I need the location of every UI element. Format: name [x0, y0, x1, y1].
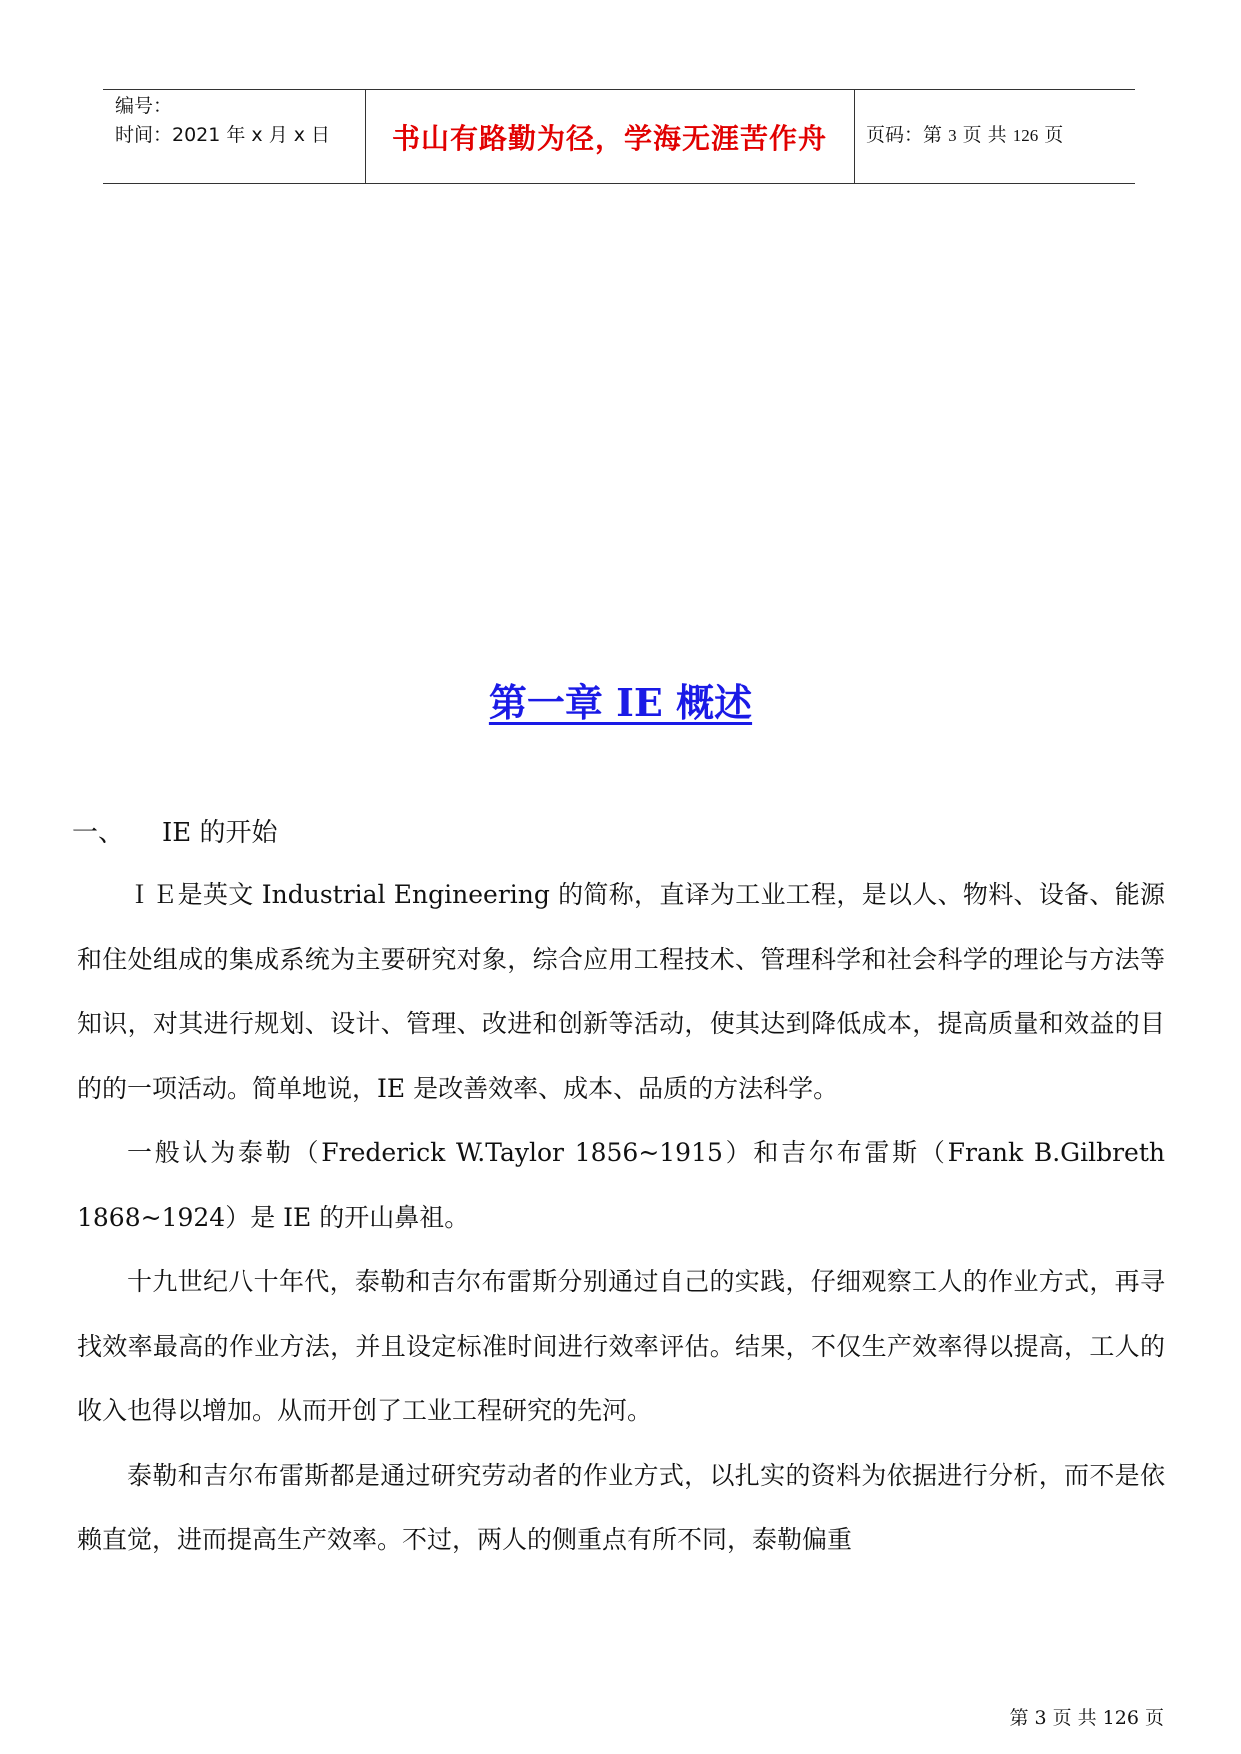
page-current: 3	[948, 126, 957, 145]
section-heading	[72, 812, 278, 849]
header-meta	[115, 92, 360, 150]
page-footer: 第 3 页 共 126 页	[1009, 1707, 1164, 1729]
page-mid: 页 共	[962, 124, 1007, 146]
paragraph: 泰勒和吉尔布雷斯都是通过研究劳动者的作业方式，以扎实的资料为依据进行分析，而不是依赖直觉，进而提高生产效率。不过，两人的侧重点有所不同，泰勒偏重	[77, 1460, 1165, 1554]
paragraph: 十九世纪八十年代，泰勒和吉尔布雷斯分别通过自己的实践，仔细观察工人的作业方式，再寻找效率最高的作业方法，并且设定标准时间进行效率评估。结果，不仅生产效率得以提高，工人的收入也得以增加。从而开创了工业工程研究的先河。	[77, 1267, 1165, 1425]
header-page-info	[866, 120, 1063, 147]
page-suffix: 页	[1044, 124, 1064, 146]
header-divider	[854, 90, 855, 183]
section-title: IE 的开始	[162, 818, 278, 848]
header-motto: 书山有路勤为径，学海无涯苦作舟	[391, 121, 827, 155]
header-table	[103, 89, 1135, 184]
body-text	[77, 863, 1165, 1573]
page-prefix: 页码：第	[866, 124, 943, 146]
document-time: 时间：2021 年 x 月 x 日	[115, 124, 331, 146]
chapter-title[interactable]: 第一章 IE 概述	[488, 680, 753, 725]
paragraph: ＩＥ是英文 Industrial Engineering 的简称，直译为工业工程，是以人、物料、设备、能源和住处组成的集成系统为主要研究对象，综合应用工程技术、管理科学和社会科学的理论与方法等知识，对其进行规划、设计、管理、改进和创新等活动，使其达到降低成本，提高质量和效益的目的的一项活动。简单地说，IE 是改善效率、成本、品质的方法科学。	[77, 880, 1165, 1103]
document-number-label: 编号：	[115, 95, 173, 117]
page-total: 126	[1012, 126, 1039, 145]
paragraph: 一般认为泰勒（Frederick W.Taylor 1856~1915）和吉尔布雷斯（Frank B.Gilbreth 1868~1924）是 IE 的开山鼻祖。	[77, 1138, 1165, 1232]
section-marker: 一、	[72, 818, 125, 848]
